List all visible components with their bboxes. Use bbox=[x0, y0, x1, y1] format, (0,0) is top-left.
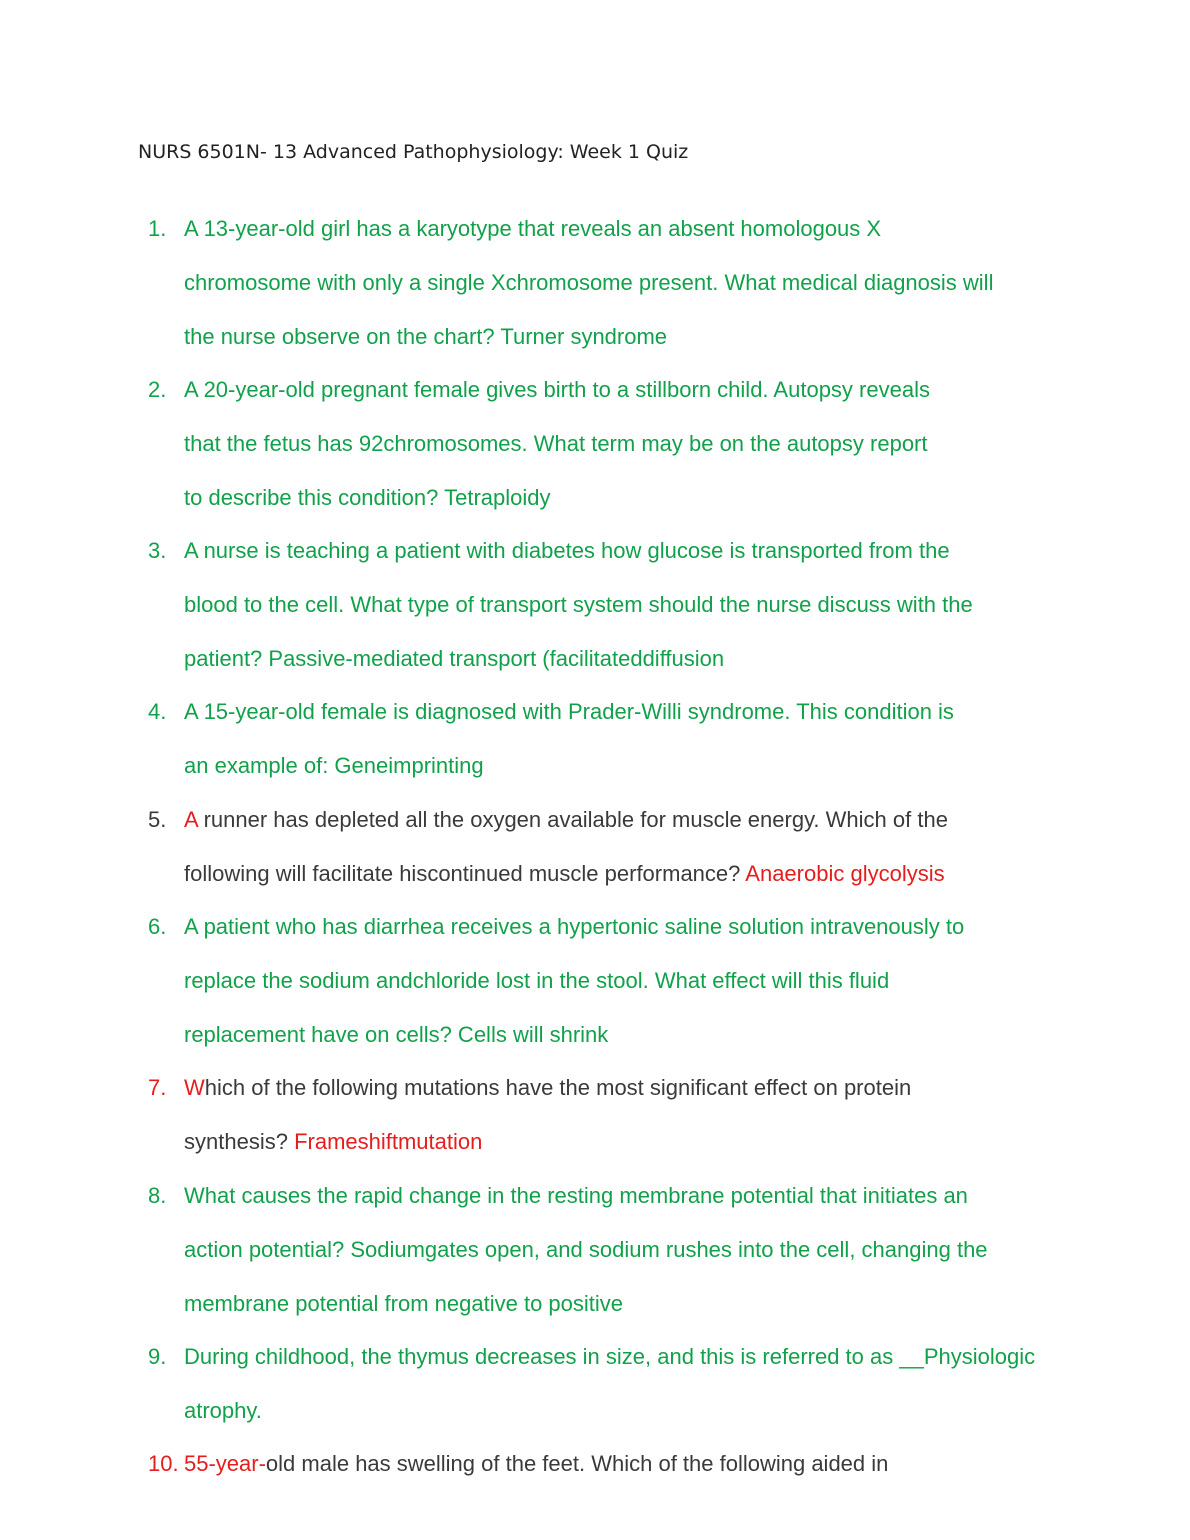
question-text bbox=[184, 202, 1094, 364]
question-line: replacement have on cells? Cells will shrink bbox=[184, 1022, 609, 1047]
question-line bbox=[184, 793, 1094, 847]
question-line: to describe this condition? Tetraploidy bbox=[184, 485, 551, 510]
question-number: 2. bbox=[148, 377, 167, 402]
question-line: A patient who has diarrhea receives a hypertonic saline solution intravenously to bbox=[184, 914, 965, 939]
question-line: During childhood, the thymus decreases in size, and this is referred to as __Physiologic bbox=[184, 1344, 1036, 1369]
answer-text: Frameshiftmutation bbox=[294, 1129, 483, 1154]
question-line bbox=[184, 1115, 1094, 1169]
answer-text: Anaerobic glycolysis bbox=[745, 861, 945, 886]
question-number: 6. bbox=[148, 914, 167, 939]
question-line: A 15-year-old female is diagnosed with Prader-Willi syndrome. This condition is bbox=[184, 699, 954, 724]
question-line: action potential? Sodiumgates open, and sodium rushes into the cell, changing the bbox=[184, 1237, 988, 1262]
question-line-text: runner has depleted all the oxygen available for muscle energy. Which of the bbox=[197, 807, 948, 832]
question-line: an example of: Geneimprinting bbox=[184, 753, 484, 778]
question-line-text: following will facilitate hiscontinued muscle performance? bbox=[184, 861, 746, 886]
question-text bbox=[184, 363, 1094, 525]
question-text bbox=[184, 1061, 1094, 1169]
highlight-text: A bbox=[184, 807, 198, 832]
question-text bbox=[184, 793, 1094, 901]
question-line: A nurse is teaching a patient with diabetes how glucose is transported from the bbox=[184, 538, 950, 563]
question-text bbox=[184, 524, 1094, 686]
question-number: 7. bbox=[148, 1075, 167, 1100]
question-text bbox=[184, 1330, 1094, 1438]
question-line: membrane potential from negative to positive bbox=[184, 1291, 624, 1316]
question-line: patient? Passive-mediated transport (facilitateddiffusion bbox=[184, 646, 725, 671]
question-line-text: old male has swelling of the feet. Which of the following aided in bbox=[265, 1451, 889, 1476]
question-line bbox=[184, 847, 1094, 901]
question-line: chromosome with only a single Xchromosome present. What medical diagnosis will bbox=[184, 270, 994, 295]
question-number: 3. bbox=[148, 538, 167, 563]
question-text bbox=[184, 1169, 1094, 1331]
question-line bbox=[184, 1061, 1094, 1115]
question-number: 4. bbox=[148, 699, 167, 724]
highlight-text: W bbox=[184, 1075, 205, 1100]
question-line: A 20-year-old pregnant female gives birth to a stillborn child. Autopsy reveals bbox=[184, 377, 930, 402]
highlight-text: 55-year- bbox=[184, 1451, 266, 1476]
question-line: atrophy. bbox=[184, 1398, 262, 1423]
question-text bbox=[184, 685, 1094, 793]
question-line-text: hich of the following mutations have the most significant effect on protein bbox=[204, 1075, 912, 1100]
question-line: blood to the cell. What type of transport system should the nurse discuss with the bbox=[184, 592, 973, 617]
question-number: 8. bbox=[148, 1183, 167, 1208]
question-number: 5. bbox=[148, 807, 167, 832]
question-number: 10. bbox=[148, 1451, 179, 1476]
question-text bbox=[184, 1437, 1094, 1491]
question-number: 9. bbox=[148, 1344, 167, 1369]
question-line: replace the sodium andchloride lost in the stool. What effect will this fluid bbox=[184, 968, 890, 993]
question-line bbox=[184, 1437, 1094, 1491]
question-line-text: synthesis? bbox=[184, 1129, 295, 1154]
question-line: the nurse observe on the chart? Turner syndrome bbox=[184, 324, 668, 349]
question-line: that the fetus has 92chromosomes. What term may be on the autopsy report bbox=[184, 431, 928, 456]
question-line: A 13-year-old girl has a karyotype that reveals an absent homologous X bbox=[184, 216, 882, 241]
question-number: 1. bbox=[148, 216, 167, 241]
question-text bbox=[184, 900, 1094, 1062]
question-line: What causes the rapid change in the resting membrane potential that initiates an bbox=[184, 1183, 968, 1208]
page-title: NURS 6501N- 13 Advanced Pathophysiology: Week 1 Quiz bbox=[138, 141, 689, 163]
